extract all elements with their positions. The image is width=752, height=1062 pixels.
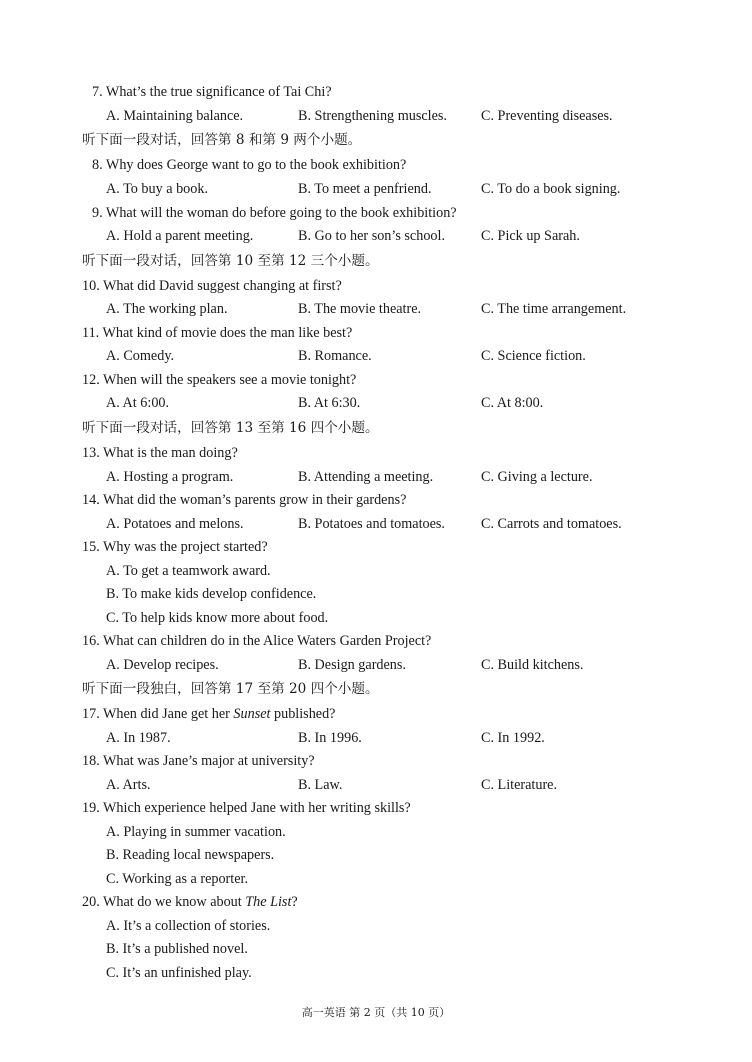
option-15a: A. To get a teamwork award. bbox=[106, 563, 271, 579]
question-10: 10. What did David suggest changing at first? bbox=[82, 278, 342, 294]
option-7b: B. Strengthening muscles. bbox=[298, 108, 447, 124]
option-13c: C. Giving a lecture. bbox=[481, 469, 593, 485]
option-15b: B. To make kids develop confidence. bbox=[106, 586, 317, 602]
question-8: 8. Why does George want to go to the book exhibition? bbox=[92, 157, 407, 173]
question-15: 15. Why was the project started? bbox=[82, 539, 268, 555]
option-12b: B. At 6:30. bbox=[298, 395, 361, 411]
question-14: 14. What did the woman’s parents grow in their gardens? bbox=[82, 492, 407, 508]
option-9b: B. Go to her son’s school. bbox=[298, 228, 445, 244]
section-instruction-4: 听下面一段独白，回答第 17 至第 20 四个小题。 bbox=[82, 681, 379, 697]
option-17b: B. In 1996. bbox=[298, 730, 362, 746]
options-11 bbox=[0, 346, 752, 366]
question-16: 16. What can children do in the Alice Waters Garden Project? bbox=[82, 633, 432, 649]
option-10a: A. The working plan. bbox=[106, 301, 228, 317]
option-8b: B. To meet a penfriend. bbox=[298, 181, 432, 197]
question-7: 7. What’s the true significance of Tai Chi? bbox=[92, 84, 332, 100]
options-14 bbox=[0, 514, 752, 534]
option-8a: A. To buy a book. bbox=[106, 181, 208, 197]
options-12 bbox=[0, 393, 752, 413]
option-12c: C. At 8:00. bbox=[481, 395, 544, 411]
question-17-tail: published? bbox=[270, 706, 336, 722]
option-18c: C. Literature. bbox=[481, 777, 558, 793]
question-20 bbox=[82, 892, 298, 912]
option-20c: C. It’s an unfinished play. bbox=[106, 965, 252, 981]
question-11: 11. What kind of movie does the man like best? bbox=[82, 325, 353, 341]
option-14a: A. Potatoes and melons. bbox=[106, 516, 244, 532]
page-footer: 高一英语 第 2 页（共 10 页） bbox=[301, 1006, 451, 1019]
options-16 bbox=[0, 655, 752, 675]
options-18 bbox=[0, 775, 752, 795]
question-17-title: Sunset bbox=[233, 706, 271, 722]
option-20b: B. It’s a published novel. bbox=[106, 941, 248, 957]
question-20-title: The List bbox=[245, 894, 292, 910]
options-7 bbox=[0, 106, 752, 126]
question-17 bbox=[82, 704, 335, 724]
option-7c: C. Preventing diseases. bbox=[481, 108, 613, 124]
question-13: 13. What is the man doing? bbox=[82, 445, 238, 461]
question-20-text: 20. What do we know about bbox=[82, 894, 246, 910]
option-13a: A. Hosting a program. bbox=[106, 469, 234, 485]
options-13 bbox=[0, 467, 752, 487]
option-19a: A. Playing in summer vacation. bbox=[106, 824, 286, 840]
option-9c: C. Pick up Sarah. bbox=[481, 228, 580, 244]
option-11b: B. Romance. bbox=[298, 348, 372, 364]
options-17 bbox=[0, 728, 752, 748]
option-20a: A. It’s a collection of stories. bbox=[106, 918, 271, 934]
option-16b: B. Design gardens. bbox=[298, 657, 406, 673]
option-19b: B. Reading local newspapers. bbox=[106, 847, 275, 863]
option-18b: B. Law. bbox=[298, 777, 343, 793]
question-17-text: 17. When did Jane get her bbox=[82, 706, 234, 722]
question-9: 9. What will the woman do before going to the book exhibition? bbox=[92, 205, 457, 221]
option-9a: A. Hold a parent meeting. bbox=[106, 228, 254, 244]
question-18: 18. What was Jane’s major at university? bbox=[82, 753, 315, 769]
section-instruction-3: 听下面一段对话，回答第 13 至第 16 四个小题。 bbox=[82, 420, 379, 436]
section-instruction-2: 听下面一段对话，回答第 10 至第 12 三个小题。 bbox=[82, 253, 379, 269]
options-8 bbox=[0, 179, 752, 199]
question-20-tail: ? bbox=[291, 894, 298, 910]
option-16c: C. Build kitchens. bbox=[481, 657, 584, 673]
option-10b: B. The movie theatre. bbox=[298, 301, 422, 317]
option-7a: A. Maintaining balance. bbox=[106, 108, 244, 124]
option-14b: B. Potatoes and tomatoes. bbox=[298, 516, 445, 532]
options-9 bbox=[0, 226, 752, 246]
option-10c: C. The time arrangement. bbox=[481, 301, 627, 317]
option-8c: C. To do a book signing. bbox=[481, 181, 621, 197]
option-15c: C. To help kids know more about food. bbox=[106, 610, 329, 626]
option-18a: A. Arts. bbox=[106, 777, 151, 793]
question-12: 12. When will the speakers see a movie tonight? bbox=[82, 372, 357, 388]
option-19c: C. Working as a reporter. bbox=[106, 871, 249, 887]
option-11a: A. Comedy. bbox=[106, 348, 175, 364]
option-17c: C. In 1992. bbox=[481, 730, 545, 746]
question-19: 19. Which experience helped Jane with her writing skills? bbox=[82, 800, 411, 816]
option-11c: C. Science fiction. bbox=[481, 348, 586, 364]
option-16a: A. Develop recipes. bbox=[106, 657, 219, 673]
option-12a: A. At 6:00. bbox=[106, 395, 170, 411]
options-10 bbox=[0, 299, 752, 319]
option-17a: A. In 1987. bbox=[106, 730, 171, 746]
option-13b: B. Attending a meeting. bbox=[298, 469, 434, 485]
option-14c: C. Carrots and tomatoes. bbox=[481, 516, 622, 532]
section-instruction-1: 听下面一段对话，回答第 8 和第 9 两个小题。 bbox=[82, 132, 362, 148]
